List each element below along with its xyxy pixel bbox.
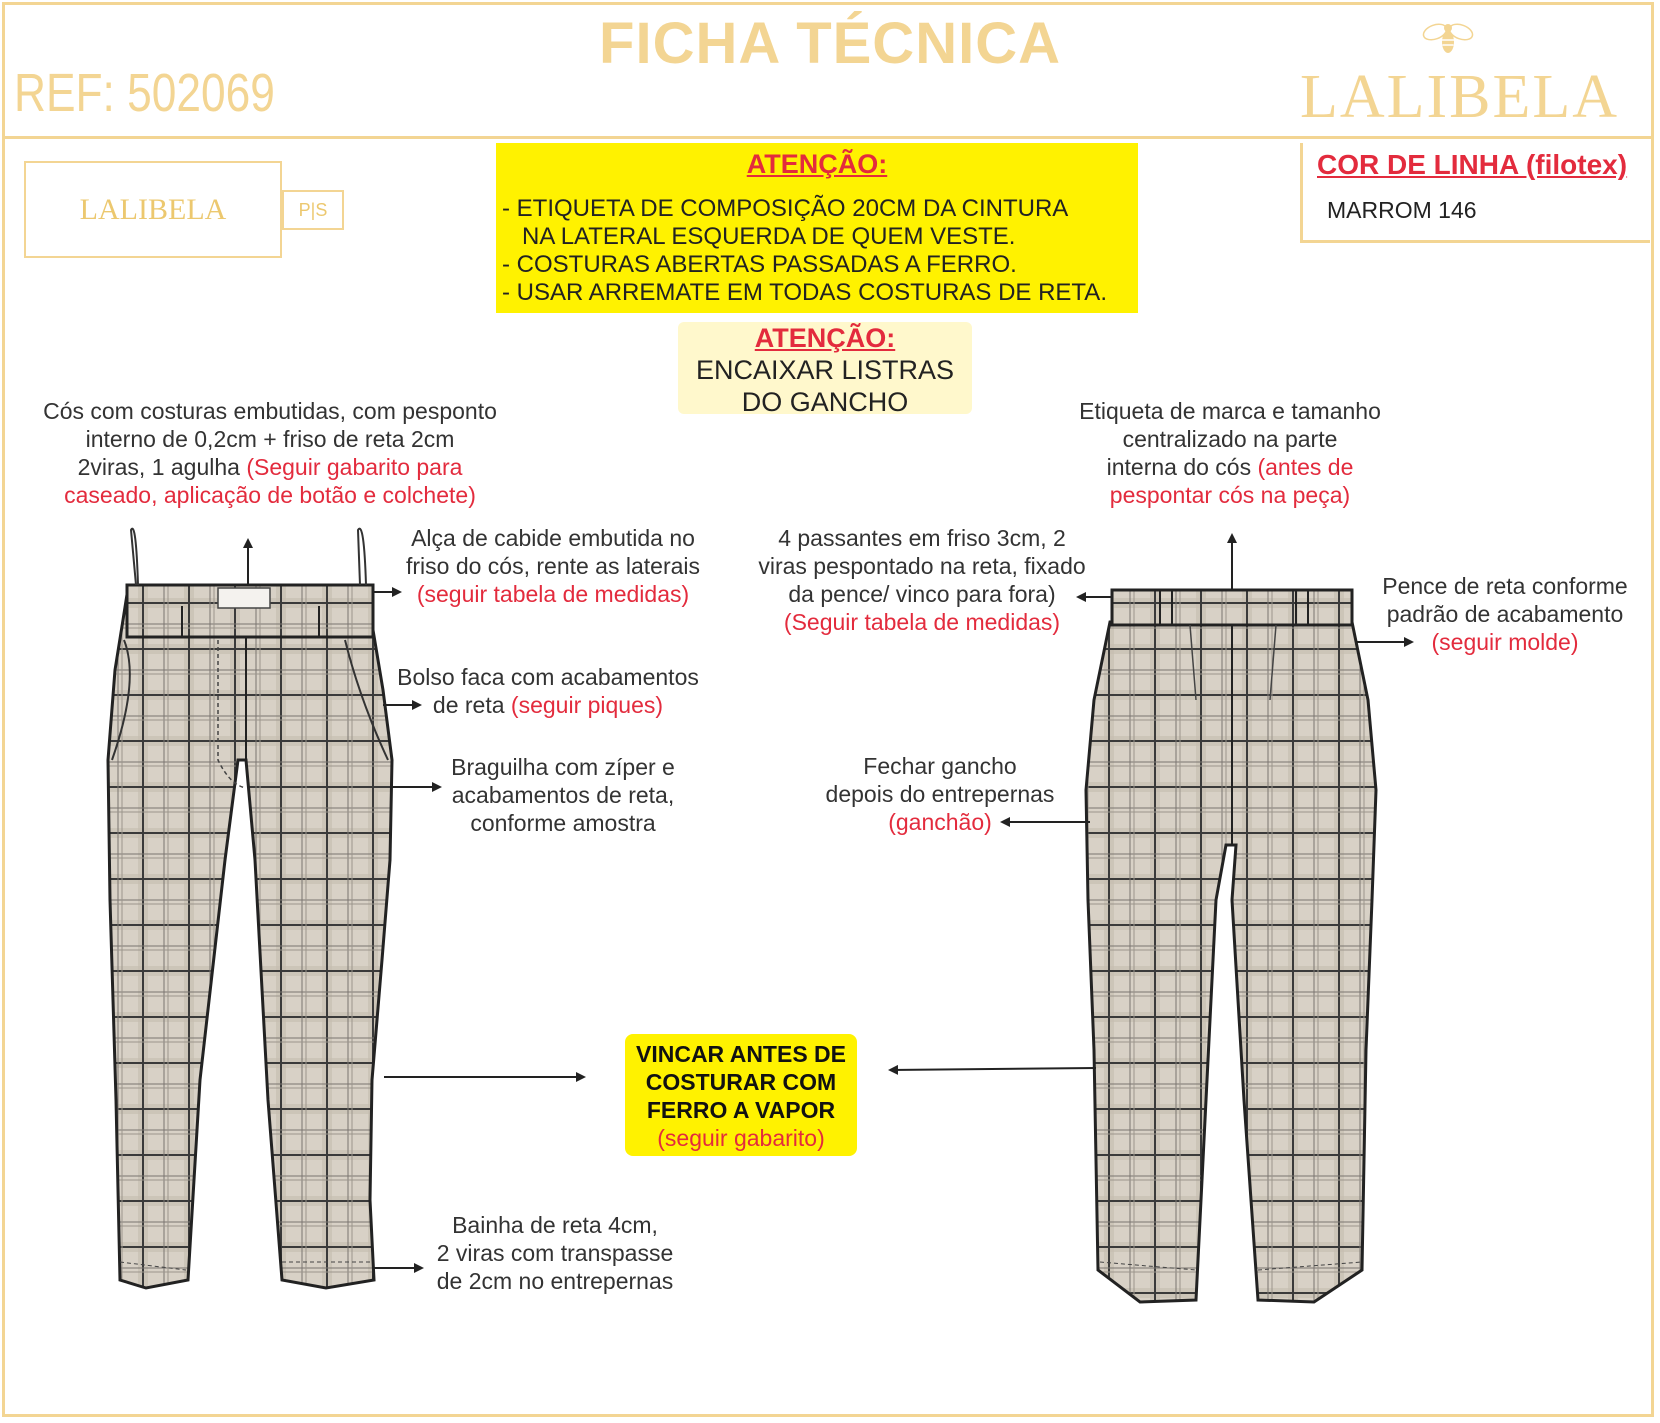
note-line: Alça de cabide embutida no xyxy=(411,525,695,551)
note-line: de 2cm no entrepernas xyxy=(436,1268,674,1294)
size-label-text: P|S xyxy=(298,199,328,220)
back-pants-drawing xyxy=(1086,590,1376,1302)
note-line: Pence de reta conforme xyxy=(1382,573,1628,599)
note-line: VINCAR ANTES DE xyxy=(636,1041,846,1067)
attention-title: ATENÇÃO: xyxy=(746,149,888,179)
note-line: 2 viras com transpasse xyxy=(436,1240,674,1266)
note-line: conforme amostra xyxy=(470,810,656,836)
note-red: (ganchão) xyxy=(888,809,992,835)
note-red: (seguir gabarito) xyxy=(657,1125,825,1151)
stripes-line: ENCAIXAR LISTRAS xyxy=(695,355,955,385)
attention-line: - COSTURAS ABERTAS PASSADAS A FERRO. xyxy=(502,251,1017,278)
stripes-line: DO GANCHO xyxy=(741,387,909,417)
note-line: da pence/ vinco para fora) xyxy=(788,581,1056,607)
note-line: viras pespontado na reta, fixado xyxy=(758,553,1086,579)
reference-number: REF: 502069 xyxy=(14,63,275,123)
thread-color-title: COR DE LINHA (filotex) xyxy=(1317,149,1628,180)
stripes-attention-title: ATENÇÃO: xyxy=(754,323,896,353)
note-line: 2viras, 1 agulha xyxy=(77,454,240,480)
note-red: (Seguir tabela de medidas) xyxy=(783,609,1061,635)
note-red: pespontar cós na peça) xyxy=(1109,482,1351,508)
note-line: interna do cós xyxy=(1106,454,1252,480)
note-line: COSTURAR COM xyxy=(645,1069,837,1095)
note-line: Etiqueta de marca e tamanho xyxy=(1079,398,1381,424)
note-line: Braguilha com zíper e xyxy=(451,754,675,780)
note-red: (antes de xyxy=(1257,454,1354,480)
note-red: (seguir piques) xyxy=(510,692,664,718)
note-line: Cós com costuras embutidas, com pesponto xyxy=(43,398,497,424)
note-line: 4 passantes em friso 3cm, 2 xyxy=(778,525,1066,551)
note-line: Bainha de reta 4cm, xyxy=(452,1212,658,1238)
note-red: (seguir tabela de medidas) xyxy=(416,581,690,607)
attention-line: NA LATERAL ESQUERDA DE QUEM VESTE. xyxy=(502,223,1016,250)
note-line: acabamentos de reta, xyxy=(451,782,675,808)
brand-label-text: LALIBELA xyxy=(79,192,227,226)
front-pants-drawing xyxy=(108,529,392,1288)
page-title: FICHA TÉCNICA xyxy=(599,11,1061,76)
note-line: FERRO A VAPOR xyxy=(646,1097,836,1123)
attention-line: - ETIQUETA DE COMPOSIÇÃO 20CM DA CINTURA xyxy=(502,195,1069,222)
note-red: (seguir molde) xyxy=(1431,629,1579,655)
note-line: centralizado na parte xyxy=(1122,426,1338,452)
note-line: Fechar gancho xyxy=(863,753,1017,779)
note-red: (Seguir gabarito para xyxy=(246,454,463,480)
note-red: caseado, aplicação de botão e colchete) xyxy=(64,482,476,508)
attention-line: - USAR ARREMATE EM TODAS COSTURAS DE RETA. xyxy=(502,279,1107,306)
brand-logo: LALIBELA xyxy=(1300,63,1620,131)
note-line: Bolso faca com acabamentos xyxy=(397,664,699,690)
note-line: de reta xyxy=(432,692,505,718)
thread-color-value: MARROM 146 xyxy=(1327,197,1477,223)
note-line: padrão de acabamento xyxy=(1386,601,1624,627)
note-line: depois do entrepernas xyxy=(825,781,1055,807)
note-line: interno de 0,2cm + friso de reta 2cm xyxy=(85,426,455,452)
note-line: friso do cós, rente as laterais xyxy=(405,553,701,579)
